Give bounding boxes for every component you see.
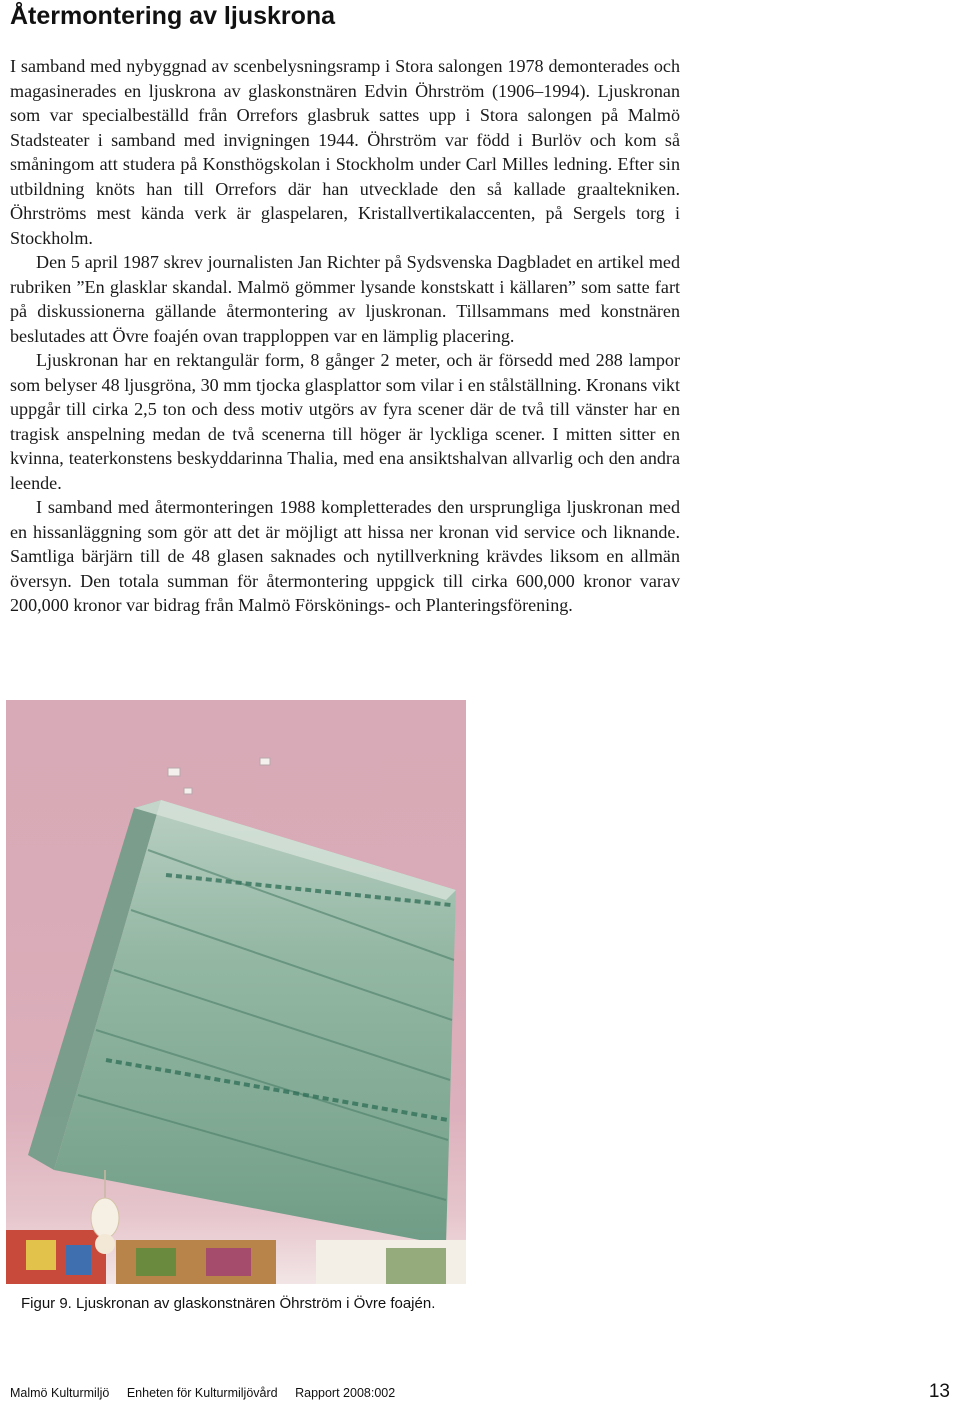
page-title: Återmontering av ljuskrona (10, 2, 336, 30)
window-greenery (386, 1248, 446, 1284)
chandelier-glass (54, 800, 456, 1245)
wall-painting-detail (26, 1240, 56, 1270)
paragraph: I samband med återmonteringen 1988 kompletterades den ursprungliga ljuskronan med en hissanläggning som gör att det är möjligt att hissa ner kronan vid service och liknande. Samtliga bärjärn till de 48 glasen saknades och nytillverkning krävdes liksom en allmän översyn. Den totala summan för återmontering uppgick till cirka 600,000 kronor varav 200,000 kronor var bidrag från Malmö Förskönings- och Planteringsförening. (10, 497, 680, 615)
article-body (10, 54, 680, 618)
paragraph: Ljuskronan har en rektangulär form, 8 gånger 2 meter, och är försedd med 288 lampor som belyser 48 ljusgröna, 30 mm tjocka glasplattor som vilar i en stålställning. Kronans vikt uppgår till cirka 2,5 ton och dess motiv utgörs av fyra scener där de två till vänster har en tragisk anspelning medan de två scenerna till höger är lyckliga scener. I mitten sitter en kvinna, teaterkonstens beskyddarinna Thalia, med ena ansiktshalvan allvarlig och den andra leende. (10, 350, 680, 493)
ceiling-mount (168, 758, 270, 794)
wall-painting-detail (136, 1248, 176, 1276)
footer-report: Rapport 2008:002 (295, 1386, 396, 1400)
footer-org: Malmö Kulturmiljö (10, 1386, 110, 1400)
wall-painting-detail (66, 1245, 91, 1275)
wall-painting-detail (206, 1248, 251, 1276)
page-number: 13 (928, 1381, 950, 1402)
paragraph: I samband med nybyggnad av scenbelysningsramp i Stora salongen 1978 demonterades och magasinerades en ljuskrona av glaskonstnären Edvin Öhrström (1906–1994). Ljuskronan som var specialbeställd från Orrefors glasbruk sattes upp i Stora salongen på Malmö Stadsteater i samband med invigningen 1944. Öhrström var född i Burlöv och kom så småningom att studera på Konsthögskolan i Stockholm under Carl Milles ledning. Efter sin utbildning knöts han till Orrefors där han utvecklade den så kallade graaltekniken. Öhrströms mest kända verk är glaspelaren, Kristallvertikalaccenten, på Sergels torg i Stockholm. (10, 56, 680, 248)
footer (10, 1386, 409, 1400)
chandelier-illustration (6, 700, 466, 1284)
paragraph: Den 5 april 1987 skrev journalisten Jan Richter på Sydsvenska Dagbladet en artikel med rubriken ”En glasklar skandal. Malmö gömmer lysande konstskatt i källaren” som satte fart på diskussionerna gällande återmontering av ljuskronan. Tillsammans med konstnären beslutades att Övre foajén ovan trapploppen var en lämplig placering. (10, 252, 680, 346)
figure-caption: Figur 9. Ljuskronan av glaskonstnären Öhrström i Övre foajén. (21, 1295, 436, 1312)
chandelier-photo (6, 700, 466, 1284)
footer-unit: Enheten för Kulturmiljövård (126, 1386, 278, 1400)
